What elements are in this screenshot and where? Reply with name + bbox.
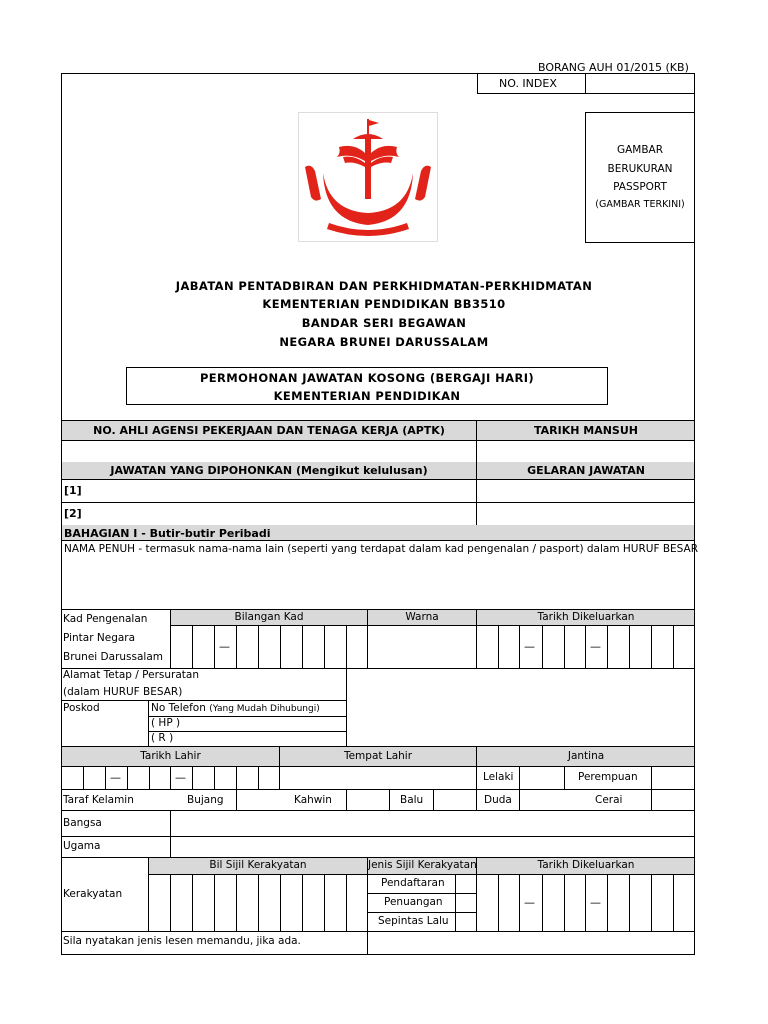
index-field[interactable]	[586, 74, 694, 93]
title-line1: PERMOHONAN JAWATAN KOSONG (BERGAJI HARI)	[199, 371, 535, 385]
cert-issued-dash2: —	[590, 896, 601, 909]
male-label: Lelaki	[483, 771, 514, 783]
hp-label: ( HP )	[151, 717, 181, 729]
aptk-field[interactable]	[62, 441, 476, 461]
female-checkbox[interactable]	[652, 767, 694, 789]
phone-note: (Yang Mudah Dihubungi)	[209, 704, 320, 714]
licence-label: Sila nyatakan jenis lesen memandu, jika ada.	[63, 935, 301, 947]
header-line2: KEMENTERIAN PENDIDIKAN BB3510	[262, 297, 506, 311]
address-field[interactable]	[347, 669, 694, 746]
address-label1: Alamat Tetap / Persuratan	[63, 669, 199, 681]
aptk-label: NO. AHLI AGENSI PEKERJAAN DAN TENAGA KERJA (APTK)	[93, 424, 445, 437]
cert-no-label: Bil Sijil Kerakyatan	[209, 859, 307, 871]
cert-type2-label: Penuangan	[384, 896, 443, 908]
post-title-label: GELARAN JAWATAN	[527, 464, 645, 477]
divorced-checkbox[interactable]	[652, 790, 694, 810]
widower-label: Duda	[484, 794, 512, 806]
widow-checkbox[interactable]	[434, 790, 476, 810]
single-label: Bujang	[187, 794, 224, 806]
ic-count-label: Bilangan Kad	[234, 611, 304, 623]
birth-dash2: —	[175, 771, 186, 784]
gender-label: Jantina	[567, 750, 605, 762]
photo-line4: (GAMBAR TERKINI)	[595, 199, 685, 210]
cert-type3-checkbox[interactable]	[456, 913, 476, 931]
photo-line1: GAMBAR	[616, 144, 664, 156]
choice1-field[interactable]	[90, 480, 476, 501]
fullname-label: NAMA PENUH - termasuk nama-nama lain (seperti yang terdapat dalam kad pengenalan / pasport) dalam HURUF BESAR	[64, 543, 699, 555]
header-line3: BANDAR SERI BEGAWAN	[301, 316, 467, 330]
r-field[interactable]	[185, 732, 346, 746]
birth-date-label: Tarikh Lahir	[140, 750, 201, 762]
postcode-label: Poskod	[63, 702, 100, 714]
phone-label-text: No Telefon	[151, 702, 206, 714]
licence-field[interactable]	[368, 932, 694, 954]
ic-issued-dash2: —	[590, 640, 601, 653]
choice2-label: [2]	[64, 507, 82, 520]
cert-issued-dash1: —	[524, 896, 535, 909]
ic-label1: Kad Pengenalan	[63, 613, 148, 625]
ic-issued-dash1: —	[524, 640, 535, 653]
fullname-field[interactable]	[62, 558, 694, 608]
address-label2: (dalam HURUF BESAR)	[63, 686, 183, 698]
ic-color-label: Warna	[405, 611, 439, 623]
header-line4: NEGARA BRUNEI DARUSSALAM	[279, 335, 489, 349]
birth-place-label: Tempat Lahir	[343, 750, 413, 762]
ic-label2: Pintar Negara	[63, 632, 136, 644]
ic-label3: Brunei Darussalam	[63, 651, 163, 663]
post-title1-field[interactable]	[477, 480, 694, 501]
birth-dash1: —	[110, 771, 121, 784]
expiry-field[interactable]	[477, 441, 694, 461]
choice1-label: [1]	[64, 484, 82, 497]
ic-issued-field[interactable]	[477, 626, 694, 668]
religion-field[interactable]	[171, 837, 694, 857]
form-code: BORANG AUH 01/2015 (KB)	[538, 61, 689, 74]
header-line1: JABATAN PENTADBIRAN DAN PERKHIDMATAN-PERKHIDMATAN	[175, 279, 593, 293]
marital-label: Taraf Kelamin	[63, 794, 134, 806]
cert-type1-checkbox[interactable]	[456, 875, 476, 893]
male-checkbox[interactable]	[520, 767, 564, 789]
birth-date-field[interactable]	[62, 767, 279, 789]
ic-dash: —	[219, 640, 230, 653]
choice2-field[interactable]	[90, 503, 476, 524]
brunei-crest-icon	[298, 112, 438, 242]
section1-title: BAHAGIAN I - Butir-butir Peribadi	[64, 527, 271, 540]
phone-label	[151, 703, 320, 714]
widow-label: Balu	[400, 794, 424, 806]
r-label: ( R )	[151, 732, 174, 744]
title-line2: KEMENTERIAN PENDIDIKAN	[273, 389, 461, 403]
cert-issued-field[interactable]	[477, 875, 694, 931]
cert-type-label: Jenis Sijil Kerakyatan	[368, 859, 477, 871]
ic-issued-label: Tarikh Dikeluarkan	[537, 611, 635, 623]
cert-no-field[interactable]	[149, 875, 367, 931]
position-label: JAWATAN YANG DIPOHONKAN (Mengikut kelulusan)	[110, 464, 428, 477]
post-title2-field[interactable]	[477, 503, 694, 524]
widower-checkbox[interactable]	[520, 790, 564, 810]
married-checkbox[interactable]	[347, 790, 389, 810]
citizenship-label: Kerakyatan	[63, 888, 123, 900]
photo-line2: BERUKURAN	[607, 163, 673, 175]
divorced-label: Cerai	[595, 794, 623, 806]
cert-type2-checkbox[interactable]	[456, 894, 476, 912]
ic-color-field[interactable]	[368, 626, 476, 668]
postcode-field[interactable]	[62, 716, 148, 746]
cert-type3-label: Sepintas Lalu	[378, 915, 449, 927]
female-label: Perempuan	[578, 771, 638, 783]
hp-field[interactable]	[185, 717, 346, 731]
race-field[interactable]	[171, 811, 694, 836]
married-label: Kahwin	[294, 794, 332, 806]
religion-label: Ugama	[63, 840, 101, 852]
single-checkbox[interactable]	[237, 790, 282, 810]
race-label: Bangsa	[63, 817, 102, 829]
birth-place-field[interactable]	[280, 767, 476, 789]
photo-box[interactable]	[585, 112, 695, 243]
photo-line3: PASSPORT	[613, 181, 667, 193]
cert-issued-label: Tarikh Dikeluarkan	[537, 859, 635, 871]
cert-type1-label: Pendaftaran	[381, 877, 445, 889]
expiry-label: TARIKH MANSUH	[533, 424, 638, 437]
ic-number-field[interactable]	[171, 626, 367, 668]
index-label: NO. INDEX	[499, 77, 557, 90]
